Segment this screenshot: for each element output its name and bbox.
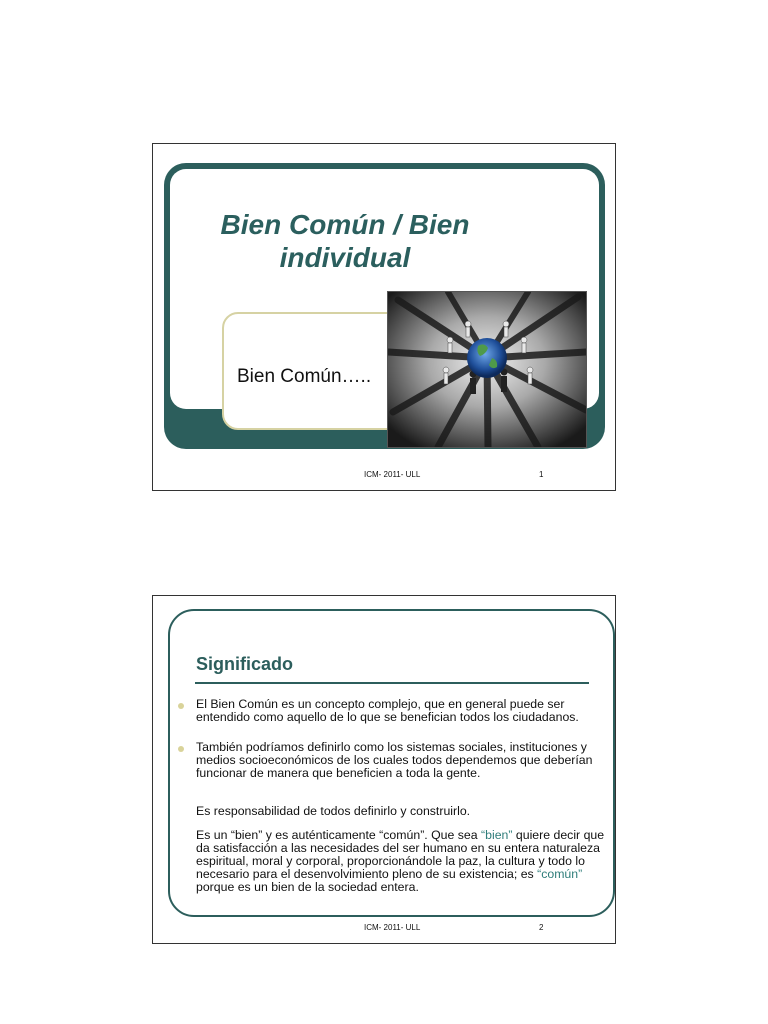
slide-1-box-text: Bien Común…..	[237, 366, 372, 387]
slide-1-footer-label: ICM- 2011- ULL	[364, 470, 421, 479]
paragraph-part-1: Es un “bien” y es auténticamente “común”. Que sea	[196, 828, 482, 842]
highlight-comun: “común”	[537, 867, 583, 881]
bullet-icon	[178, 703, 184, 709]
bullet-text-2: También podríamos definirlo como los sistemas sociales, instituciones y medios socioeconómicos de los cuales todos dependemos que deberían funcionar de manera que beneficien a toda la gente.	[196, 740, 593, 780]
paragraph-responsibility: Es responsabilidad de todos definirlo y construirlo.	[196, 804, 471, 818]
slide-2-title: Significado	[196, 654, 294, 674]
paragraph-part-2: quiere decir que da satisfacción a las necesidades del ser humano en su entera naturaleza espiritual, moral y corporal, proporcionándole la paz, la cultura y todo lo necesario para el desenvolvimiento pleno de su existencia; es	[196, 828, 605, 881]
slide-1	[152, 143, 616, 491]
slide-2-footer-label: ICM- 2011- ULL	[364, 923, 421, 932]
bullet-icon	[178, 746, 184, 752]
paragraph-part-3: porque es un bien de la sociedad entera.	[196, 880, 419, 894]
slide-1-page-number: 1	[539, 470, 544, 479]
slide-2-page-number: 2	[539, 923, 544, 932]
slide-1-title: Bien Común / Bien individual	[220, 209, 470, 273]
globe-people-image	[387, 291, 587, 448]
title-divider	[195, 682, 589, 684]
slide-2	[152, 595, 616, 944]
highlight-bien: “bien”	[481, 828, 513, 842]
paragraph-definition	[196, 829, 606, 894]
bullet-text-1: El Bien Común es un concepto complejo, que en general puede ser entendido como aquello de lo que se benefician todos los ciudadanos.	[196, 697, 579, 724]
